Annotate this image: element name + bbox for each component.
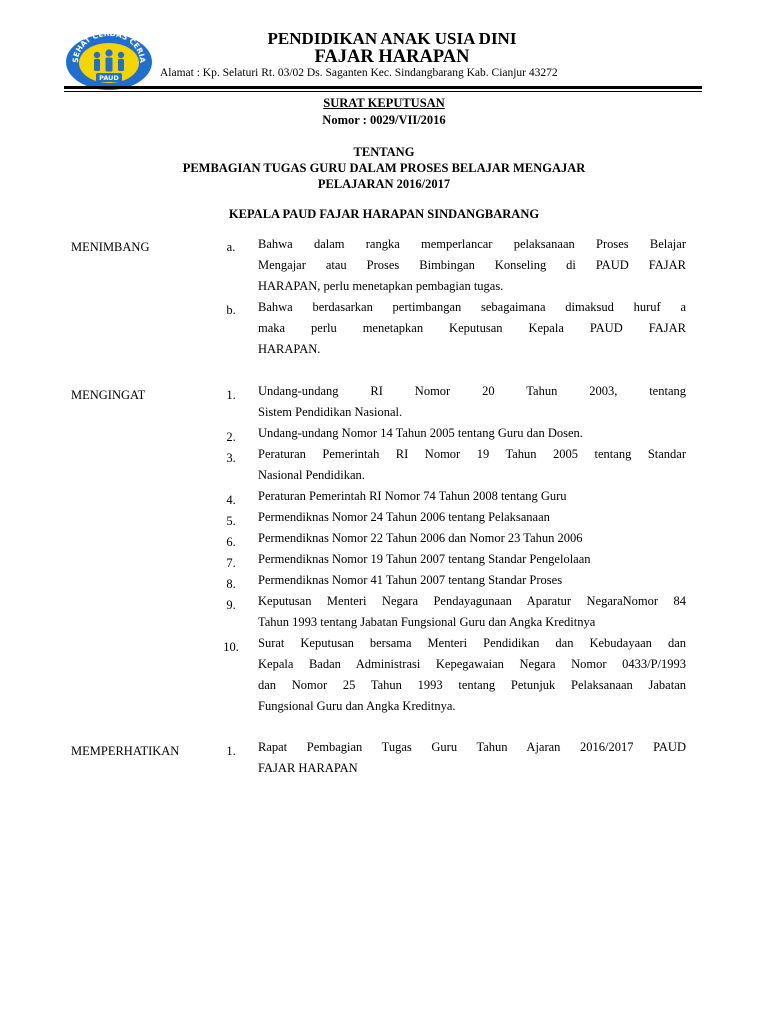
item-line: HARAPAN.	[258, 342, 321, 356]
item-line: Nasional Pendidikan.	[258, 468, 365, 482]
item-marker: 4.	[226, 493, 236, 507]
memperhatikan-item-1	[258, 737, 686, 779]
institution-address: Alamat : Kp. Selaturi Rt. 03/02 Ds. Saganten Kec. Sindangbarang Kab. Cianjur 43272	[160, 67, 558, 79]
item-marker: 6.	[226, 535, 236, 549]
item-line: Permendiknas Nomor 19 Tahun 2007 tentang Standar Pengelolaan	[258, 552, 591, 566]
mengingat-item-8	[258, 570, 686, 591]
item-marker: 7.	[226, 556, 236, 570]
item-marker: 3.	[226, 451, 236, 465]
menimbang-item-b	[258, 297, 686, 360]
decree-subject-line2: PELAJARAN 2016/2017	[317, 177, 451, 191]
header-divider-thick	[64, 86, 702, 89]
about-label: TENTANG	[353, 145, 415, 159]
item-line: Permendiknas Nomor 41 Tahun 2007 tentang Standar Proses	[258, 573, 563, 587]
item-marker: a.	[226, 240, 236, 254]
item-marker: 1.	[226, 388, 236, 402]
mengingat-item-5	[258, 507, 686, 528]
item-line: Keputusan Menteri Negara Pendayagunaan Aparatur NegaraNomor 84	[258, 594, 686, 608]
item-line: Fungsional Guru dan Angka Kreditnya.	[258, 699, 456, 713]
item-marker: 10.	[223, 640, 239, 654]
item-line: Mengajar atau Proses Bimbingan Konseling di PAUD FAJAR	[258, 258, 686, 272]
item-marker: 1.	[226, 744, 236, 758]
mengingat-item-10	[258, 633, 686, 717]
item-marker: 9.	[226, 598, 236, 612]
item-line: Rapat Pembagian Tugas Guru Tahun Ajaran 2016/2017 PAUD	[258, 740, 686, 754]
item-marker: 8.	[226, 577, 236, 591]
item-line: Bahwa dalam rangka memperlancar pelaksanaan Proses Belajar	[258, 237, 686, 251]
decree-title: SURAT KEPUTUSAN	[323, 96, 445, 110]
item-marker: 2.	[226, 430, 236, 444]
menimbang-item-a	[258, 234, 686, 297]
decree-number: Nomor : 0029/VII/2016	[322, 113, 446, 127]
item-line: Tahun 1993 tentang Jabatan Fungsional Guru dan Angka Kreditnya	[258, 615, 596, 629]
item-line: Undang-undang Nomor 14 Tahun 2005 tentang Guru dan Dosen.	[258, 426, 583, 440]
mengingat-item-9	[258, 591, 686, 633]
item-line: Peraturan Pemerintah RI Nomor 19 Tahun 2005 tentang Standar	[258, 447, 686, 461]
item-marker: b.	[226, 303, 236, 317]
mengingat-item-7	[258, 549, 686, 570]
item-line: Peraturan Pemerintah RI Nomor 74 Tahun 2008 tentang Guru	[258, 489, 567, 503]
item-line: HARAPAN, perlu menetapkan pembagian tugas.	[258, 279, 504, 293]
institution-school-name: FAJAR HARAPAN	[314, 47, 470, 67]
decree-subject-line1: PEMBAGIAN TUGAS GURU DALAM PROSES BELAJAR MENGAJAR	[182, 161, 586, 175]
item-line: Undang-undang RI Nomor 20 Tahun 2003, tentang	[258, 384, 686, 398]
mengingat-item-1	[258, 381, 686, 423]
item-line: Surat Keputusan bersama Menteri Pendidikan dan Kebudayaan dan	[258, 636, 686, 650]
header-divider-thin	[64, 91, 702, 92]
section-label-menimbang: MENIMBANG	[71, 240, 150, 254]
item-line: Kepala Badan Administrasi Kepegawaian Negara Nomor 0433/P/1993	[258, 657, 686, 671]
logo-arc-text: SEHAT CERDAS CERIA	[70, 28, 148, 64]
item-line: maka perlu menetapkan Keputusan Kepala PAUD FAJAR	[258, 321, 686, 335]
item-line: Bahwa berdasarkan pertimbangan sebagaimana dimaksud huruf a	[258, 300, 686, 314]
item-line: FAJAR HARAPAN	[258, 761, 358, 775]
section-label-memperhatikan: MEMPERHATIKAN	[71, 744, 180, 758]
mengingat-item-6	[258, 528, 686, 549]
item-line: Permendiknas Nomor 22 Tahun 2006 dan Nomor 23 Tahun 2006	[258, 531, 583, 545]
decree-authority: KEPALA PAUD FAJAR HARAPAN SINDANGBARANG	[228, 207, 540, 221]
item-marker: 5.	[226, 514, 236, 528]
item-line: Permendiknas Nomor 24 Tahun 2006 tentang Pelaksanaan	[258, 510, 550, 524]
item-line: dan Nomor 25 Tahun 1993 tentang Petunjuk Pelaksanaan Jabatan	[258, 678, 686, 692]
item-line: Sistem Pendidikan Nasional.	[258, 405, 403, 419]
mengingat-item-2	[258, 423, 686, 444]
institution-name: PENDIDIKAN ANAK USIA DINI	[267, 29, 517, 48]
mengingat-item-4	[258, 486, 686, 507]
logo-badge-text: PAUD	[99, 74, 119, 82]
mengingat-item-3	[258, 444, 686, 486]
section-label-mengingat: MENGINGAT	[71, 388, 146, 402]
